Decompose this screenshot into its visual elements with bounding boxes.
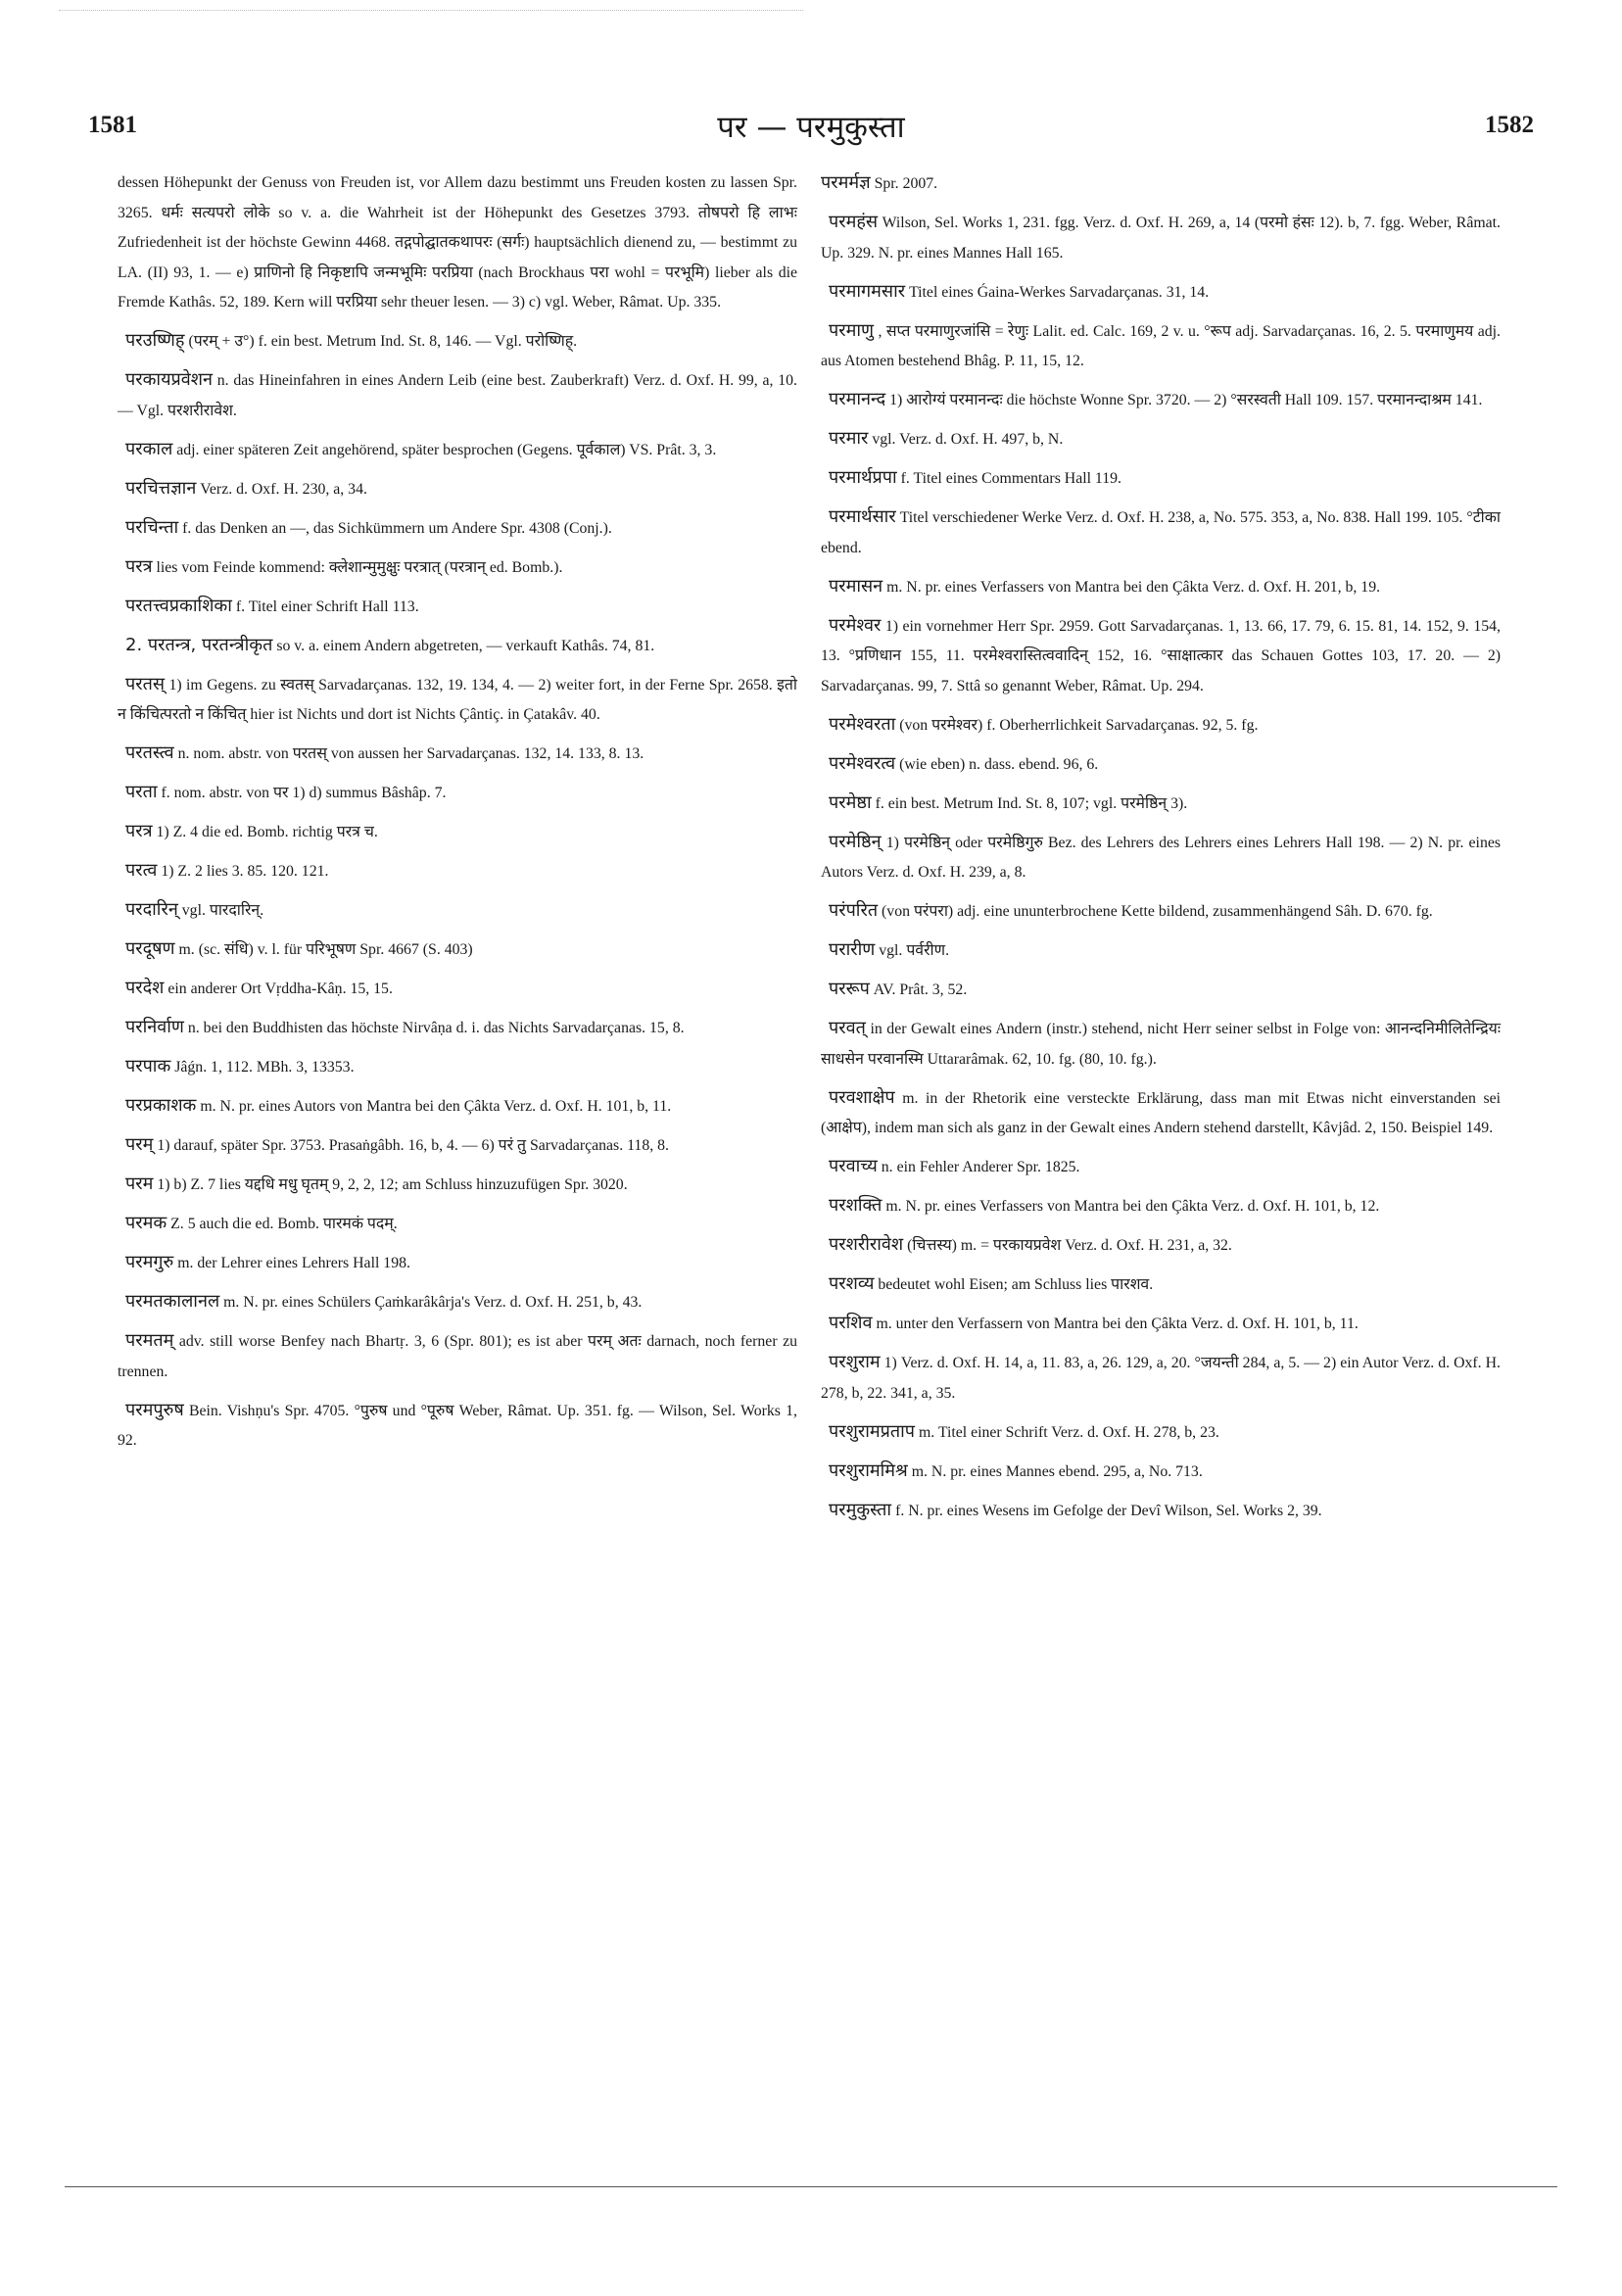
entry-headword: परमासन — [829, 575, 883, 597]
entry-text: m. N. pr. eines Verfassers von Mantra bei den Çâkta Verz. d. Oxf. H. 101, b, 12. — [885, 1198, 1380, 1215]
entry-headword: पररूप — [829, 979, 870, 999]
entry-headword: परमपुरुष — [125, 1399, 184, 1420]
dictionary-entry — [118, 474, 797, 505]
dictionary-entry — [118, 1091, 797, 1123]
entry-text: m. N. pr. eines Verfassers von Mantra bei den Çâkta Verz. d. Oxf. H. 201, b, 19. — [886, 578, 1381, 596]
entry-text: (von परमेश्वर) f. Oberherrlichkeit Sarvadarçanas. 92, 5. fg. — [899, 716, 1259, 734]
dictionary-entry — [821, 208, 1501, 268]
entry-text: 1) Z. 2 lies 3. 85. 120. 121. — [161, 863, 329, 880]
entry-headword: परप्रकाशक — [125, 1095, 197, 1116]
right-column — [821, 168, 1501, 1535]
entry-headword: परतस् — [125, 673, 166, 694]
entry-text: (wie eben) n. dass. ebend. 96, 6. — [899, 755, 1099, 773]
entry-headword: परंपरित — [829, 900, 879, 921]
entry-headword: परमागमसार — [829, 280, 906, 302]
scan-edge-noise — [59, 10, 803, 11]
dictionary-entry — [821, 1230, 1501, 1262]
dictionary-entry — [118, 1130, 797, 1162]
entry-headword: परचिन्ता — [125, 516, 179, 538]
entry-text: 1) Verz. d. Oxf. H. 14, a, 11. 83, a, 26. 129, a, 20. °जयन्ती 284, a, 5. — 2) ein Autor Verz. d. Oxf. H. 278, b, 22. 341, a, 35. — [821, 1355, 1501, 1402]
dictionary-entry — [118, 1326, 797, 1387]
dictionary-entry — [118, 1209, 797, 1240]
entry-text: m. Titel einer Schrift Verz. d. Oxf. H. 278, b, 23. — [918, 1423, 1219, 1441]
entry-text: Z. 5 auch die ed. Bomb. पारमकं पदम्. — [170, 1216, 398, 1232]
dictionary-entry — [118, 1248, 797, 1279]
entry-text: bedeutet wohl Eisen; am Schluss lies पारशव. — [878, 1276, 1154, 1293]
entry-headword: परमर्मज्ञ — [821, 172, 871, 193]
dictionary-entry — [821, 502, 1501, 563]
entry-headword: परमेष्ठा — [829, 791, 872, 813]
entry-headword: परशुराममिश्र — [829, 1459, 908, 1481]
entry-text: ein anderer Ort Vṛddha-Kâṇ. 15, 15. — [167, 981, 393, 997]
dictionary-entry — [118, 739, 797, 770]
entry-text: Bein. Vishṇu's Spr. 4705. °पुरुष und °पूरुष Weber, Râmat. Up. 351. fg. — Wilson, Sel. Works 1, 92. — [118, 1402, 797, 1449]
entry-headword: परचित्तज्ञान — [125, 477, 197, 499]
dictionary-entry — [821, 896, 1501, 928]
dictionary-entry — [118, 895, 797, 927]
entry-text: Wilson, Sel. Works 1, 231. fgg. Verz. d. Oxf. H. 269, a, 14 (परमो हंसः 12). b, 7. fgg. Weber, Râmat. Up. 329. N. pr. eines Mannes Hall 165. — [821, 215, 1501, 262]
dictionary-entry — [118, 934, 797, 966]
entry-headword: परमाणु — [829, 319, 875, 341]
dictionary-entry — [821, 789, 1501, 820]
entry-headword: परमगुरु — [125, 1252, 174, 1272]
entry-text: lies vom Feinde kommend: क्लेशान्मुमुक्षुः परत्रात् (परत्रान् ed. Bomb.). — [156, 558, 563, 576]
dictionary-entry — [821, 277, 1501, 309]
running-head: पर — परमुकुस्ता — [717, 110, 905, 145]
entry-headword: परदेश — [125, 978, 165, 998]
dictionary-entry — [821, 975, 1501, 1006]
entry-headword: परदारिन् — [125, 899, 178, 920]
entry-text: adj. einer späteren Zeit angehörend, später besprochen (Gegens. पूर्वकाल) VS. Prât. 3, 3. — [176, 441, 717, 458]
dictionary-entry — [118, 1052, 797, 1083]
entry-headword: परमहंस — [829, 212, 879, 232]
entry-headword: परनिर्वाण — [125, 1017, 184, 1037]
entry-headword: परकायप्रवेशन — [125, 369, 213, 390]
entry-headword: परपाक — [125, 1056, 171, 1076]
dictionary-entry — [118, 778, 797, 809]
entry-text: AV. Prât. 3, 52. — [873, 981, 968, 998]
entry-headword: परमेश्वरत्व — [829, 752, 896, 774]
dictionary-entry — [118, 1396, 797, 1457]
dictionary-entry — [118, 631, 797, 662]
left-page-number: 1581 — [88, 112, 137, 138]
entry-text: , सप्त परमाणुरजांसि = रेणुः Lalit. ed. Calc. 169, 2 v. u. °रूप adj. Sarvadarçanas. 16, 2. 5. परमाणुमय adj. aus Atomen bestehend Bhâg. P. 11, 15, 12. — [821, 322, 1501, 369]
entry-headword: परशक्ति — [829, 1195, 883, 1216]
dictionary-entry — [118, 552, 797, 584]
entry-text: in der Gewalt eines Andern (instr.) stehend, nicht Herr seiner selbst in Folge von: आनन्दनिमीलितेन्द्रियः साधसेन परवानस्मि Uttararâmak. 62, 10. fg. (80, 10. fg.). — [821, 1021, 1502, 1068]
dictionary-entry — [821, 572, 1501, 603]
entry-headword: परत्व — [125, 860, 158, 881]
dictionary-entry — [821, 1496, 1501, 1527]
entry-headword: परमेश्वर — [829, 614, 882, 636]
entry-text: m. (sc. संधि) v. l. für परिभूषण Spr. 4667 (S. 403) — [178, 941, 473, 958]
entry-headword: परशुराम — [829, 1352, 881, 1372]
entry-text: n. das Hineinfahren in eines Andern Leib (eine best. Zauberkraft) Verz. d. Oxf. H. 99, a, 10. — Vgl. परशरीरावेश. — [118, 372, 797, 419]
dictionary-entry — [118, 168, 797, 318]
entry-text: 1) b) Z. 7 lies यद्दधि मधु घृतम् 9, 2, 2, 12; am Schluss hinzuzufügen Spr. 3020. — [157, 1176, 628, 1193]
dictionary-entry — [821, 1152, 1501, 1183]
dictionary-entry — [118, 435, 797, 466]
entry-headword: परशिव — [829, 1313, 873, 1333]
entry-headword: परमानन्द — [829, 389, 886, 409]
entry-headword: परमार — [829, 428, 869, 449]
entry-text: 1) ein vornehmer Herr Spr. 2959. Gott Sarvadarçanas. 1, 13. 66, 17. 79, 6. 15. 81, 14. 152, 9. 154, 13. °प्रणिधान 155, 11. परमेश्वरास्तित्ववादिन् 152, 16. °साक्षात्कार das Schauen Gottes 103, 17. 20. — 2) Sarvadarçanas. 99, 7. Sttâ so genannt Weber, Râmat. Up. 294. — [821, 617, 1501, 694]
entry-text: so v. a. einem Andern abgetreten, — verkauft Kathâs. 74, 81. — [276, 637, 655, 654]
entry-text: m. N. pr. eines Mannes ebend. 295, a, No. 713. — [911, 1462, 1203, 1480]
entry-text: vgl. Verz. d. Oxf. H. 497, b, N. — [872, 431, 1064, 448]
entry-text: f. nom. abstr. von पर 1) d) summus Bâshâp. 7. — [161, 785, 447, 801]
dictionary-entry — [821, 935, 1501, 967]
dictionary-entry — [821, 1191, 1501, 1222]
bottom-rule — [65, 2186, 1557, 2187]
entry-headword: परमार्थप्रपा — [829, 467, 897, 488]
entry-headword: परशरीरावेश — [829, 1234, 904, 1255]
dictionary-entry — [821, 463, 1501, 495]
entry-text: Spr. 2007. — [874, 175, 938, 192]
entry-text: vgl. पर्वरीण. — [879, 942, 950, 959]
entry-headword: परमक — [125, 1213, 167, 1233]
dictionary-entry — [821, 168, 1501, 200]
entry-text: (परम् + उ°) f. ein best. Metrum Ind. St. 8, 146. — Vgl. परोष्णिह्. — [188, 333, 578, 350]
entry-headword: परमतकालानल — [125, 1291, 220, 1312]
dictionary-entry — [118, 513, 797, 545]
dictionary-entry — [821, 749, 1501, 781]
entry-headword: परकाल — [125, 438, 173, 459]
entry-text: n. ein Fehler Anderer Spr. 1825. — [881, 1159, 1080, 1175]
entry-text: n. bei den Buddhisten das höchste Nirvâṇa d. i. das Nichts Sarvadarçanas. 15, 8. — [187, 1020, 685, 1036]
page-header — [88, 106, 1534, 149]
right-page-number: 1582 — [1485, 112, 1534, 138]
dictionary-entry — [118, 1287, 797, 1318]
entry-headword: 2. परतन्त्र, परतन्त्रीकृत — [125, 634, 273, 655]
dictionary-entry — [821, 1014, 1501, 1075]
entry-headword: परशव्य — [829, 1273, 875, 1294]
entry-text: vgl. पारदारिन्. — [181, 902, 264, 919]
dictionary-entry — [118, 670, 797, 731]
entry-headword: परदूषण — [125, 938, 175, 959]
entry-text: Verz. d. Oxf. H. 230, a, 34. — [200, 480, 367, 498]
entry-text: m. N. pr. eines Autors von Mantra bei den Çâkta Verz. d. Oxf. H. 101, b, 11. — [200, 1098, 672, 1115]
entry-text: f. Titel eines Commentars Hall 119. — [900, 470, 1121, 487]
dictionary-entry — [821, 424, 1501, 455]
entry-headword: परतस्त्व — [125, 742, 174, 763]
dictionary-entry — [821, 611, 1501, 702]
entry-text: 1) Z. 4 die ed. Bomb. richtig परत्र च. — [156, 824, 378, 840]
entry-text: m. unter den Verfassern von Mantra bei den Çâkta Verz. d. Oxf. H. 101, b, 11. — [876, 1315, 1359, 1332]
entry-headword: परवाच्य — [829, 1156, 878, 1176]
dictionary-entry — [821, 828, 1501, 888]
entry-headword: परत्र — [125, 821, 153, 841]
dictionary-entry — [821, 316, 1501, 377]
entry-text: dessen Höhepunkt der Genuss von Freuden ist, vor Allem dazu bestimmt uns Freuden kosten zu lassen Spr. 3265. धर्मः सत्यपरो लोके so v. a. die Wahrheit ist der Höhepunkt des Gesetzes 3793. तोषपरो हि लाभः Zufriedenheit ist der höchste Gewinn 4468. तद्गपोद्घातकथापरः (सर्गः) hauptsächlich dienend zu, — bestimmt zu LA. (II) 93, 1. — e) प्राणिनो हि निकृष्टापि जन्मभूमिः परप्रिया (nach Brockhaus परा wohl = परभूमि) lieber als die Fremde Kathâs. 52, 189. Kern will परप्रिया sehr theuer lesen. — 3) c) vgl. Weber, Râmat. Up. 335. — [118, 174, 797, 311]
dictionary-entry — [118, 817, 797, 848]
entry-text: adv. still worse Benfey nach Bhartṛ. 3, 6 (Spr. 801); es ist aber परम् अतः darnach, noch ferner zu trennen. — [118, 1333, 798, 1380]
dictionary-entry — [821, 385, 1501, 416]
dictionary-entry — [118, 1013, 797, 1044]
entry-headword: परउष्णिह् — [125, 330, 185, 351]
dictionary-entry — [821, 1269, 1501, 1301]
entry-headword: परमतम् — [125, 1330, 174, 1351]
dictionary-entry — [118, 974, 797, 1005]
dictionary-entry — [118, 592, 797, 623]
entry-text: Titel eines Ǵaina-Werkes Sarvadarçanas. 31, 14. — [909, 283, 1210, 301]
entry-headword: परमुकुस्ता — [829, 1499, 892, 1520]
dictionary-entry — [118, 1170, 797, 1201]
entry-text: Titel verschiedener Werke Verz. d. Oxf. H. 238, a, No. 575. 353, a, No. 838. Hall 199. 105. °टीका ebend. — [821, 509, 1501, 556]
entry-text: m. der Lehrer eines Lehrers Hall 198. — [177, 1255, 410, 1271]
entry-text: 1) im Gegens. zu स्वतस् Sarvadarçanas. 132, 19. 134, 4. — 2) weiter fort, in der Ferne Spr. 2658. इतो न किंचित्परतो न किंचित् hier ist Nichts und dort ist Nichts Çântiç. in Çatakâv. 40. — [118, 676, 797, 723]
entry-text: f. das Denken an —, das Sichkümmern um Andere Spr. 4308 (Conj.). — [182, 519, 612, 537]
dictionary-entry — [821, 1083, 1501, 1144]
dictionary-entry — [821, 1417, 1501, 1449]
entry-text: (von परंपरा) adj. eine ununterbrochene Kette bildend, zusammenhängend Sâh. D. 670. fg. — [882, 903, 1433, 920]
dictionary-entry — [118, 365, 797, 426]
entry-text: m. in der Rhetorik eine versteckte Erklärung, dass man mit Etwas nicht einverstanden sei (आक्षेप), indem man sich als ganz in der Gewalt eines Andern stehend darstellt, Kâvjâd. 2, 150. Beispiel 149. — [821, 1089, 1501, 1136]
entry-headword: परतत्त्वप्रकाशिका — [125, 595, 232, 616]
left-column — [118, 168, 797, 1464]
entry-headword: परता — [125, 782, 158, 802]
entry-text: n. nom. abstr. von परतस् von aussen her Sarvadarçanas. 132, 14. 133, 8. 13. — [177, 745, 644, 762]
entry-text: f. Titel einer Schrift Hall 113. — [235, 598, 419, 615]
entry-text: 1) परमेष्ठिन् oder परमेष्ठिगुरु Bez. des Lehrers des Lehrers eines Lehrers Hall 198. — 2) N. pr. eines Autors Verz. d. Oxf. H. 239, a, 8. — [821, 834, 1502, 881]
entry-text: 1) आरोग्यं परमानन्दः die höchste Wonne Spr. 3720. — 2) °सरस्वती Hall 109. 157. परमानन्दाश्रम 141. — [889, 392, 1483, 408]
dictionary-entry — [821, 1348, 1501, 1409]
entry-headword: परत्र — [125, 555, 153, 577]
entry-headword: परमेष्ठिन् — [829, 831, 882, 852]
dictionary-entry — [821, 1457, 1501, 1488]
entry-text: f. N. pr. eines Wesens im Gefolge der Devî Wilson, Sel. Works 2, 39. — [895, 1502, 1322, 1519]
entry-text: f. ein best. Metrum Ind. St. 8, 107; vgl. परमेष्ठिन् 3). — [875, 794, 1188, 812]
entry-headword: परमेश्वरता — [829, 713, 896, 735]
entry-headword: परवशाक्षेप — [829, 1086, 895, 1108]
entry-headword: परमार्थसार — [829, 506, 896, 527]
entry-text: m. N. pr. eines Schülers Çaṁkarâkârja's Verz. d. Oxf. H. 251, b, 43. — [223, 1294, 643, 1311]
dictionary-entry — [821, 710, 1501, 741]
entry-headword: परवत् — [829, 1018, 866, 1038]
entry-text: 1) darauf, später Spr. 3753. Prasaṅgâbh. 16, b, 4. — 6) परं तु Sarvadarçanas. 118, 8. — [157, 1137, 669, 1154]
entry-headword: परशुरामप्रताप — [829, 1420, 916, 1442]
entry-text: (चित्तस्य) m. = परकायप्रवेश Verz. d. Oxf. H. 231, a, 32. — [907, 1237, 1232, 1254]
entry-headword: परम् — [125, 1134, 154, 1155]
dictionary-entry — [118, 326, 797, 358]
entry-text: Jâǵn. 1, 112. MBh. 3, 13353. — [174, 1059, 355, 1076]
entry-headword: परम — [125, 1173, 154, 1194]
dictionary-entry — [821, 1309, 1501, 1340]
dictionary-entry — [118, 856, 797, 887]
entry-headword: परारीण — [829, 939, 876, 960]
